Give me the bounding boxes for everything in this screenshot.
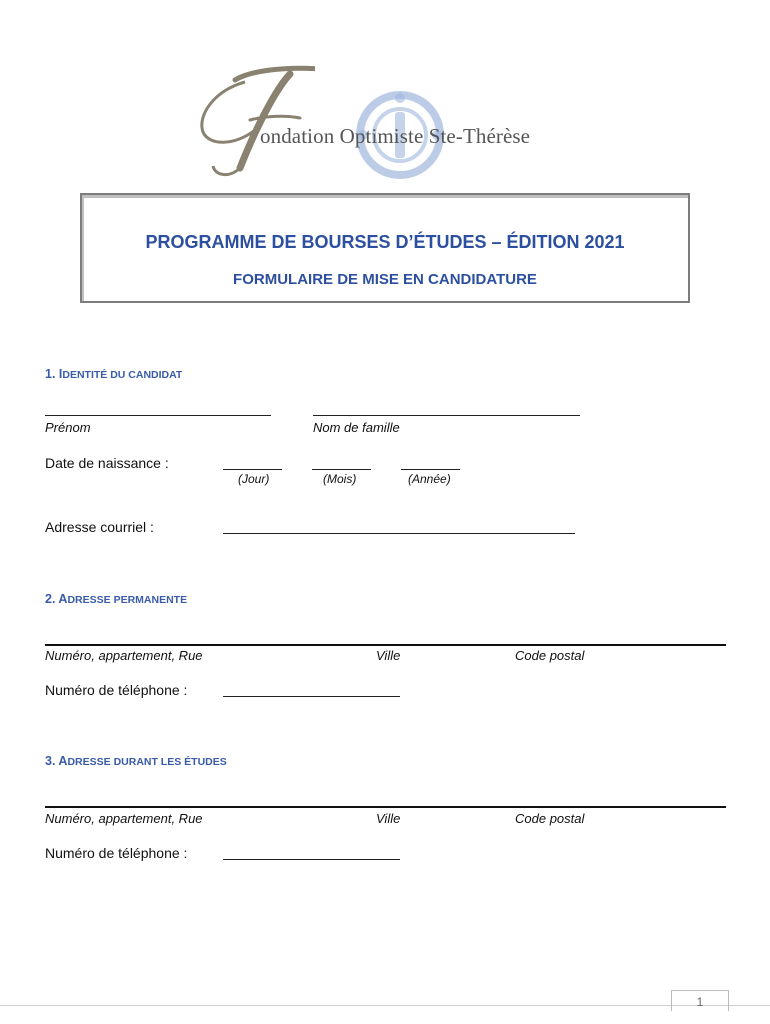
footer-divider [0,1005,770,1006]
phone-line[interactable] [223,696,400,697]
section-title: DRESSE DURANT LES ÉTUDES [67,756,227,768]
page-number: 1 [671,990,729,1011]
city-label: Ville [376,648,401,663]
study-address-line[interactable] [45,806,726,808]
section-title: DENTITÉ DU CANDIDAT [62,369,183,381]
foundation-logo [195,60,565,180]
dob-day-line[interactable] [223,469,282,470]
email-label: Adresse courriel : [45,519,154,535]
street-label: Numéro, appartement, Rue [45,648,203,663]
permanent-address-line[interactable] [45,644,726,646]
section-number: 1. I [45,367,63,381]
postal-code-label: Code postal [515,648,585,663]
section-permanent-address-heading [45,592,187,606]
nom-label: Nom de famille [313,420,400,435]
section-study-address-heading [45,754,227,768]
street-label: Numéro, appartement, Rue [45,811,203,826]
dob-day-label: (Jour) [238,472,270,486]
logo-text: ondation Optimiste Ste-Thérèse [260,124,531,148]
dob-month-line[interactable] [312,469,371,470]
section-identity-heading [45,367,182,381]
dob-label: Date de naissance : [45,455,169,471]
postal-code-label: Code postal [515,811,585,826]
page-title: PROGRAMME DE BOURSES D’ÉTUDES – ÉDITION 2021 [145,232,625,252]
prenom-label: Prénom [45,420,91,435]
city-label: Ville [376,811,401,826]
phone-line[interactable] [223,859,400,860]
script-f-icon [195,60,315,180]
phone-label: Numéro de téléphone : [45,682,188,698]
dob-year-label: (Année) [408,472,451,486]
section-number: 2. A [45,592,68,606]
prenom-line[interactable] [45,415,271,416]
page-subtitle: FORMULAIRE DE MISE EN CANDIDATURE [233,271,537,288]
section-title: DRESSE PERMANENTE [67,594,188,606]
email-line[interactable] [223,533,575,534]
dob-month-label: (Mois) [323,472,357,486]
section-number: 3. A [45,754,68,768]
phone-label: Numéro de téléphone : [45,845,188,861]
dob-year-line[interactable] [401,469,460,470]
nom-line[interactable] [313,415,580,416]
